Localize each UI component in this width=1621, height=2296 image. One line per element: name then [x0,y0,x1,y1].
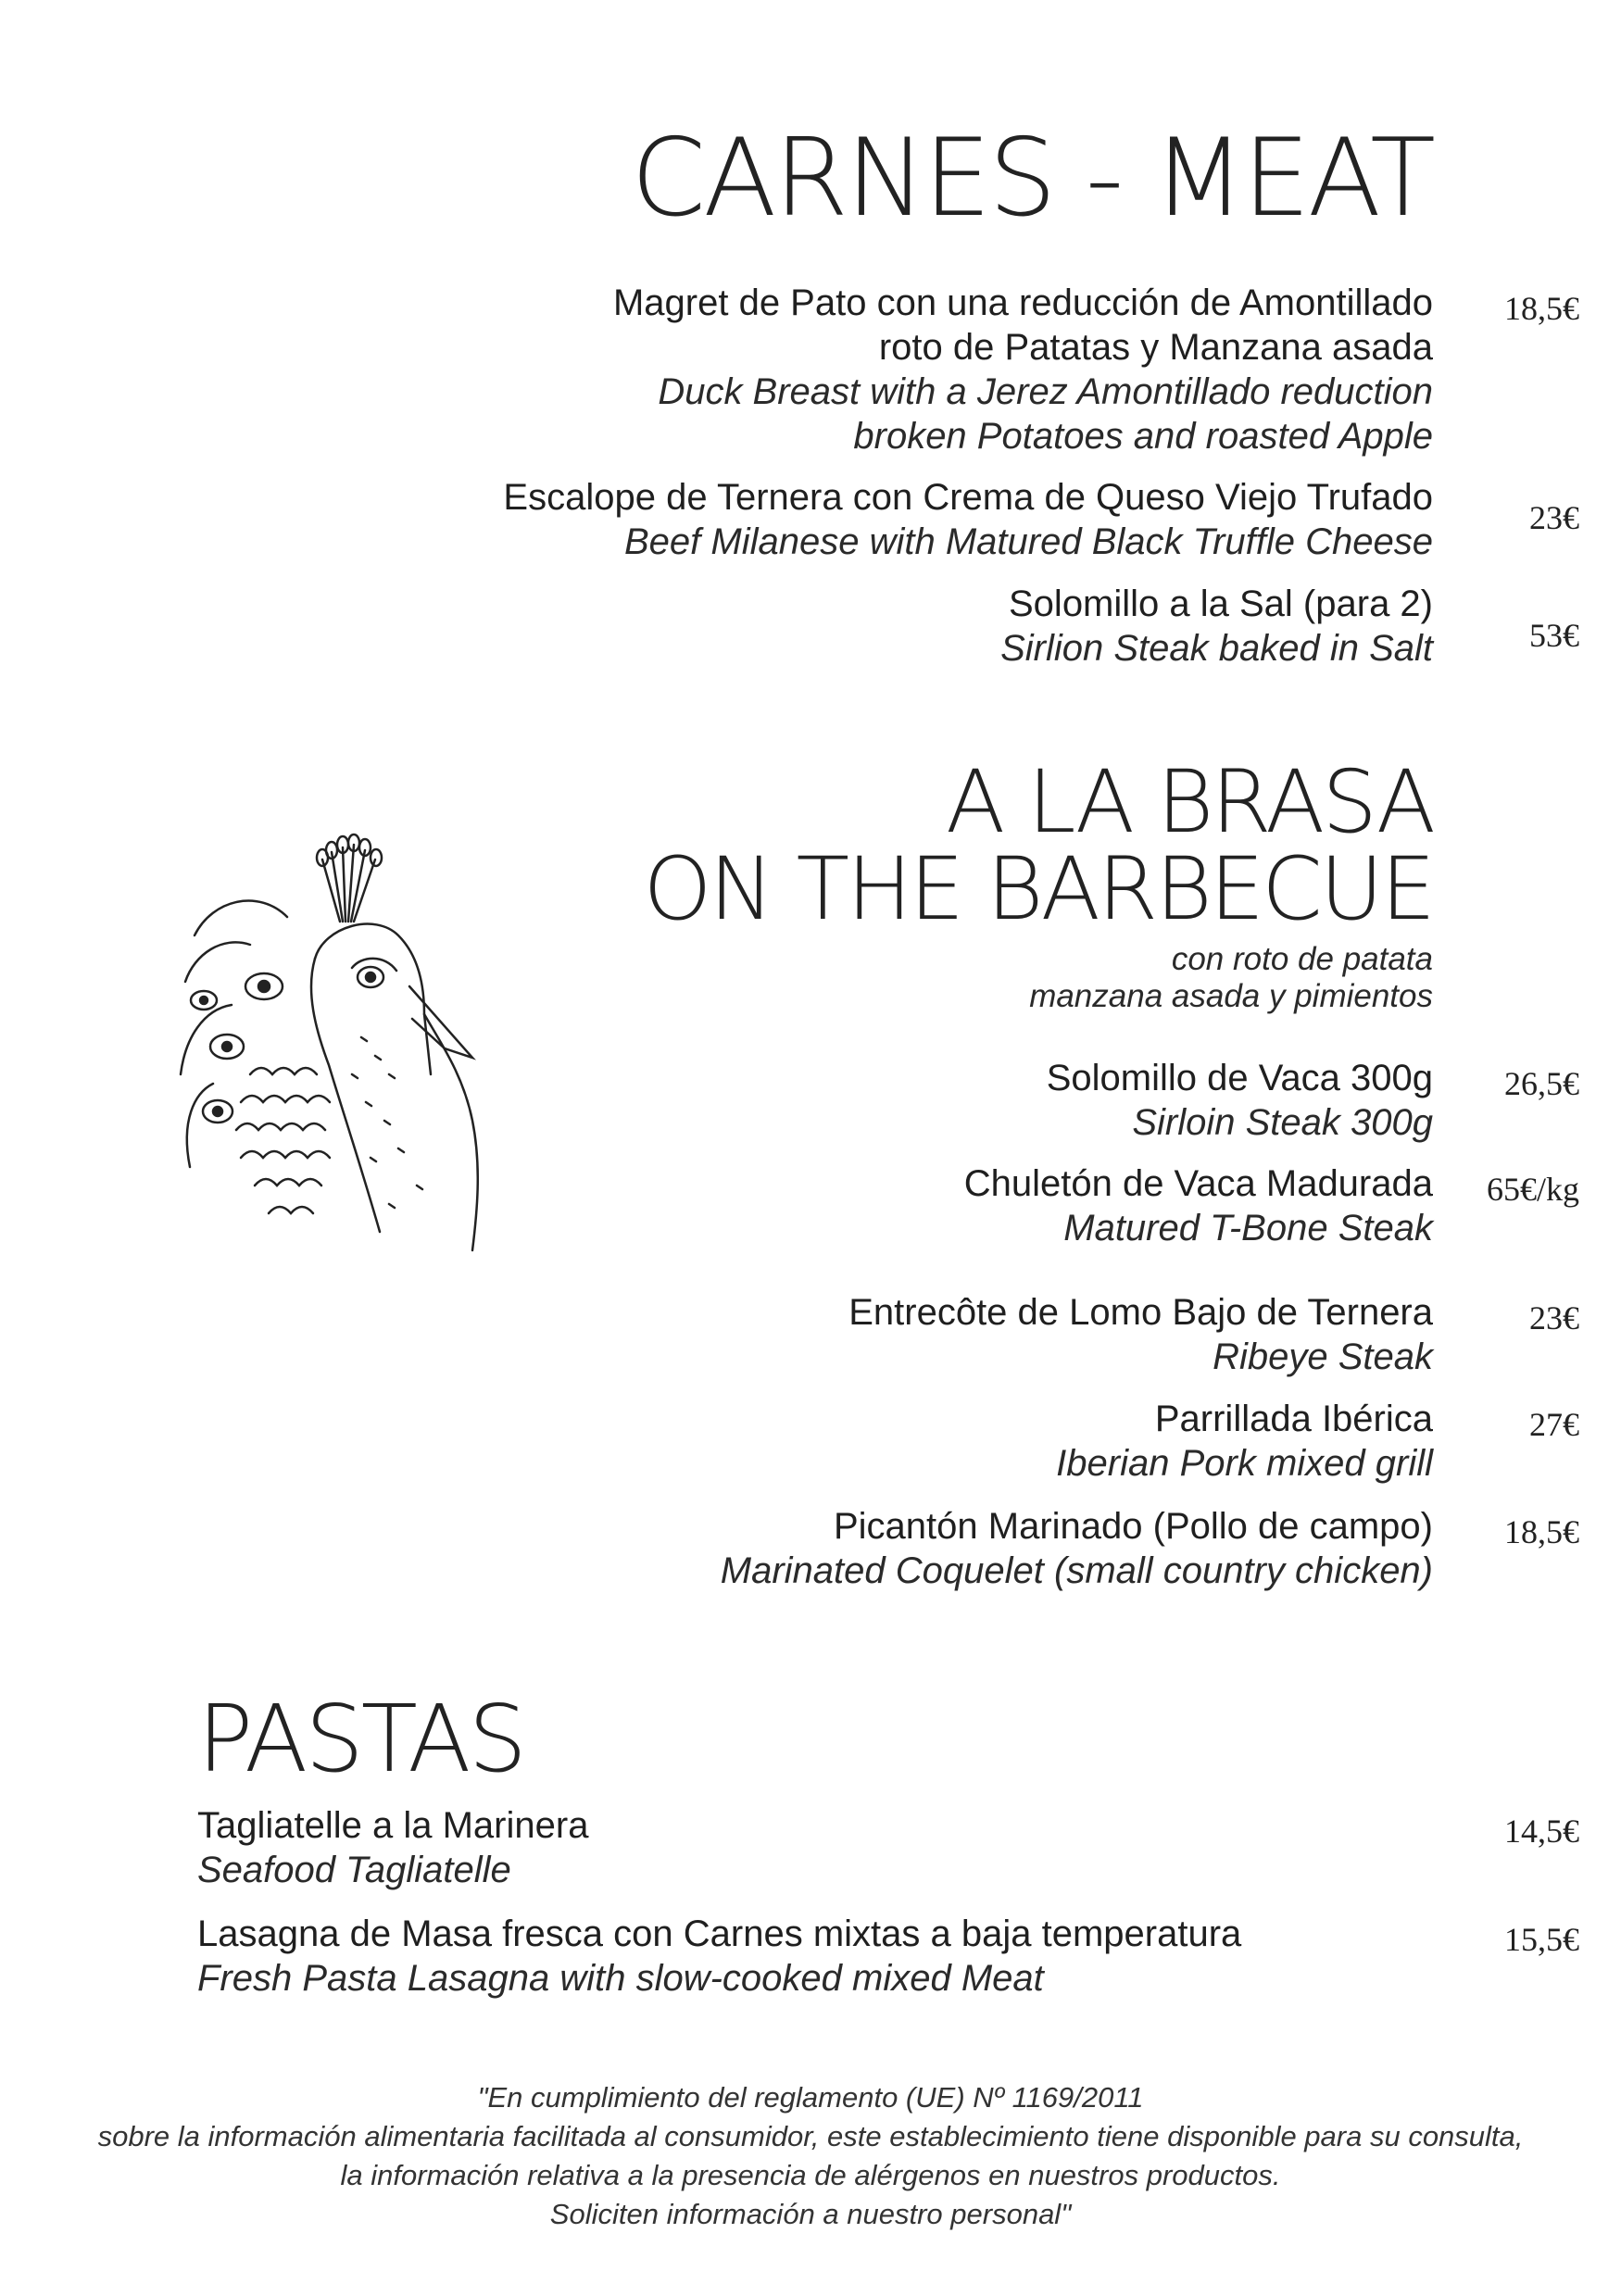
item-name-es: Picantón Marinado (Pollo de campo) [833,1506,1433,1547]
item-price: 23€ [1529,1299,1579,1336]
item-name-es: Lasagna de Masa fresca con Carnes mixtas a baja temperatura [197,1913,1242,1954]
item-name-es: Magret de Pato con una reducción de Amontillado [612,282,1433,323]
menu-item-picanton [721,1504,1433,1593]
item-name-en: Duck Breast with a Jerez Amontillado reduction [658,371,1433,412]
item-price: 14,5€ [1504,1813,1579,1850]
item-name-en: Seafood Tagliatelle [197,1850,511,1890]
menu-item-solomillo-sal [1000,582,1433,671]
menu-item-chuleton [964,1161,1433,1250]
item-name-en: Iberian Pork mixed grill [1056,1443,1433,1484]
item-price: 53€ [1529,617,1579,654]
section-subtitle-brasa [1029,941,1433,1015]
subtitle-line: con roto de patata [1171,941,1433,977]
notice-line: la información relativa a la presencia de alérgenos en nuestros productos. [340,2159,1281,2191]
item-name-en: Beef Milanese with Matured Black Truffle Cheese [624,521,1433,562]
item-name-en: Ribeye Steak [1213,1336,1433,1377]
item-price: 23€ [1529,499,1579,536]
item-name-en: Sirloin Steak 300g [1132,1102,1433,1143]
item-name-en: Fresh Pasta Lasagna with slow-cooked mixed Meat [197,1958,1044,1999]
item-name-en: Marinated Coquelet (small country chicken) [720,1550,1433,1591]
item-price: 18,5€ [1504,290,1579,327]
item-price: 27€ [1529,1406,1579,1443]
section-title-line: A LA BRASA [946,752,1433,853]
notice-line: Soliciten información a nuestro personal" [549,2198,1072,2230]
subtitle-line: manzana asada y pimientos [1029,978,1433,1014]
section-title-pastas: PASTAS [197,1685,524,1793]
menu-item-escalope [503,475,1433,564]
item-name-es: Tagliatelle a la Marinera [197,1805,589,1846]
item-name-es: Solomillo a la Sal (para 2) [1009,583,1433,624]
section-title-carnes: CARNES - MEAT [631,116,1433,241]
notice-line: sobre la información alimentaria facilitada al consumidor, este establecimiento tiene disponible para su consulta, [97,2120,1524,2152]
item-name-es: Parrillada Ibérica [1154,1399,1433,1439]
item-price: 65€/kg [1486,1171,1579,1208]
menu-item-parrillada [1056,1397,1433,1486]
item-name-es: Chuletón de Vaca Madurada [963,1163,1433,1204]
item-name-es: Solomillo de Vaca 300g [1046,1058,1433,1098]
section-title-line: ON THE BARBECUE [643,839,1433,940]
allergen-notice [0,2078,1621,2234]
menu-item-magret [613,281,1433,458]
item-name-es: roto de Patatas y Manzana asada [878,327,1433,368]
menu-item-lasagna [197,1912,1241,2001]
item-name-en: broken Potatoes and roasted Apple [853,416,1433,457]
menu-item-solomillo-vaca [1047,1056,1433,1145]
menu-item-tagliatelle [197,1803,588,1892]
section-title-brasa [643,752,1434,940]
item-price: 15,5€ [1504,1921,1579,1958]
item-price: 18,5€ [1504,1513,1579,1550]
peacock-illustration-icon [176,797,491,1278]
item-name-en: Sirlion Steak baked in Salt [1000,628,1433,669]
item-name-es: Escalope de Ternera con Crema de Queso Viejo Trufado [503,477,1433,518]
item-name-es: Entrecôte de Lomo Bajo de Ternera [848,1292,1433,1333]
notice-line: "En cumplimiento del reglamento (UE) Nº 1169/2011 [477,2081,1144,2114]
item-name-en: Matured T-Bone Steak [1063,1208,1433,1248]
item-price: 26,5€ [1504,1065,1579,1102]
menu-item-entrecote [848,1290,1433,1379]
